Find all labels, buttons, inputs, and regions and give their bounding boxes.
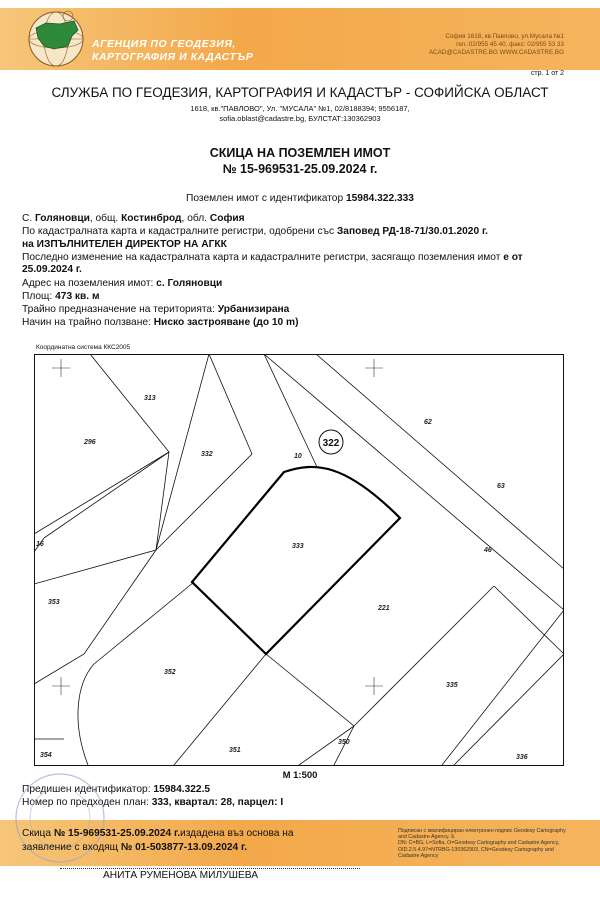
office-title: СЛУЖБА ПО ГЕОДЕЗИЯ, КАРТОГРАФИЯ И КАДАСТЪР - СОФИЙСКА ОБЛАСТ — [51, 85, 549, 100]
prev-id-value: 15984.322.5 — [153, 784, 211, 795]
office-email: sofia.oblast@cadastre.bg, БУЛСТАТ:130362903 — [219, 114, 381, 123]
parcel-label: 16 — [36, 541, 44, 548]
request-prefix: заявление с входящ — [22, 842, 119, 853]
sig-note-line: Cadastre Agency — [398, 852, 439, 859]
approver-line: на ИЗПЪЛНИТЕЛЕН ДИРЕКТОР НА АГКК — [22, 239, 227, 250]
parcel-label: 10 — [294, 453, 302, 460]
agency-logo-icon — [22, 6, 92, 72]
parcel-label: 353 — [48, 599, 60, 606]
region: София — [209, 213, 245, 224]
signer-name: АНИТА РУМЕНОВА МИЛУШЕВА — [103, 870, 259, 881]
sig-note-line: DN: C=BG, L=Sofia, O=Geodesy Cartography and Cadastre Agency, — [398, 840, 560, 847]
document-number: № 15-969531-25.09.2024 г. — [222, 162, 378, 176]
map-frame — [35, 355, 564, 766]
cadastral-map — [34, 354, 564, 766]
address-line — [22, 278, 222, 289]
contact-line-phone: тел.:02/955 45 40, факс: 02/955 53 33 — [455, 41, 564, 48]
location-prefix: С. — [22, 213, 33, 224]
approval-line — [22, 226, 488, 237]
quarter-label: 322 — [322, 438, 340, 449]
parcel-label: 350 — [338, 739, 350, 746]
parcel-label: 63 — [497, 483, 505, 490]
identifier-label: Поземлен имот с идентификатор — [186, 193, 344, 204]
parcel-label: 336 — [516, 754, 528, 761]
issued-line — [22, 828, 294, 839]
agency-contacts — [364, 33, 564, 57]
last-change-date: 25.09.2024 г. — [22, 264, 82, 275]
sig-note-line: and Cadastre Agency. E — [398, 834, 455, 841]
sig-note-line: Подписан с квалифициран електронен подпис Geodesy Cartography — [398, 828, 566, 834]
agency-name-line2: КАРТОГРАФИЯ И КАДАСТЪР — [92, 51, 254, 63]
parcel-label: 46 — [484, 547, 492, 554]
region-prefix: , обл. — [181, 213, 208, 224]
purpose-label: Трайно предназначение на територията: — [22, 304, 215, 315]
purpose-value: Урбанизирана — [217, 304, 290, 315]
parcel-label: 62 — [424, 419, 432, 426]
last-change-prefix: е от — [503, 252, 523, 263]
approval-text: По кадастралната карта и кадастралните регистри, одобрени със — [22, 226, 335, 237]
area-label: Площ: — [22, 291, 53, 302]
issued-number: № 15-969531-25.09.2024 г. — [53, 828, 181, 839]
parcel-label: 296 — [84, 439, 96, 446]
parcel-label: 335 — [446, 682, 458, 689]
contact-line-web: ACAD@CADASTRE.BG WWW.CADASTRE.BG — [428, 49, 564, 56]
last-change-text: Последно изменение на кадастралната карта и кадастралните регистри, засягащо поземления имот — [22, 252, 501, 263]
coordinate-system: Координатна система ККС2005 — [36, 344, 131, 351]
identifier-value: 15984.322.333 — [345, 193, 414, 204]
purpose-line — [22, 304, 289, 315]
approval-order: Заповед РД-18-71/30.01.2020 г. — [336, 226, 488, 237]
issued-prefix: Скица — [22, 828, 52, 839]
village: Голяновци — [35, 213, 90, 224]
agency-name-line1: АГЕНЦИЯ ПО ГЕОДЕЗИЯ, — [92, 38, 236, 50]
stamp-seal-icon — [10, 768, 110, 868]
plan-label: Номер по предходен план: — [22, 797, 149, 808]
identifier-line — [0, 193, 600, 204]
request-line — [22, 842, 247, 853]
signature-note — [398, 828, 598, 859]
parcel-label: 333 — [292, 543, 304, 550]
parcel-label: 352 — [164, 669, 176, 676]
prev-id-label: Предишен идентификатор: — [22, 784, 151, 795]
plan-value: 333, квартал: 28, парцел: I — [151, 797, 284, 808]
parcel-label: 313 — [144, 395, 156, 402]
office-address: 1618, кв."ПАВЛОВО", Ул. "МУСАЛА" №1, 02/8188394; 9556187, — [190, 104, 410, 113]
parcel-label: 332 — [201, 451, 213, 458]
municipality-prefix: , общ. — [89, 213, 119, 224]
parcel-label: 351 — [229, 747, 241, 754]
signature-line — [60, 868, 360, 869]
address-label: Адрес на поземления имот: — [22, 278, 154, 289]
sig-note-line: OID.2.5.4.97=NTRBG-130362903, CN=Geodesy Cartography and — [398, 846, 554, 853]
address-value: с. Голяновци — [156, 278, 223, 289]
municipality: Костинброд — [121, 213, 182, 224]
location-line — [22, 213, 245, 224]
document-title: СКИЦА НА ПОЗЕМЛЕН ИМОТ — [209, 146, 391, 160]
request-number: № 01-503877-13.09.2024 г. — [120, 842, 248, 853]
map-scale: M 1:500 — [282, 770, 318, 781]
parcel-label: 221 — [378, 605, 390, 612]
parcel-label: 354 — [40, 752, 52, 759]
usage-line — [22, 317, 298, 328]
page-number: стр. 1 от 2 — [530, 70, 564, 77]
last-change-line — [22, 252, 523, 263]
usage-label: Начин на трайно ползване: — [22, 317, 151, 328]
contact-line-address: София 1618, кв.Павлово, ул.Мусала №1 — [445, 33, 564, 40]
usage-value: Ниско застрояване (до 10 m) — [153, 317, 299, 328]
area-value: 473 кв. м — [55, 291, 100, 302]
issued-text: издадена въз основа на — [180, 828, 294, 839]
area-line — [22, 291, 100, 302]
